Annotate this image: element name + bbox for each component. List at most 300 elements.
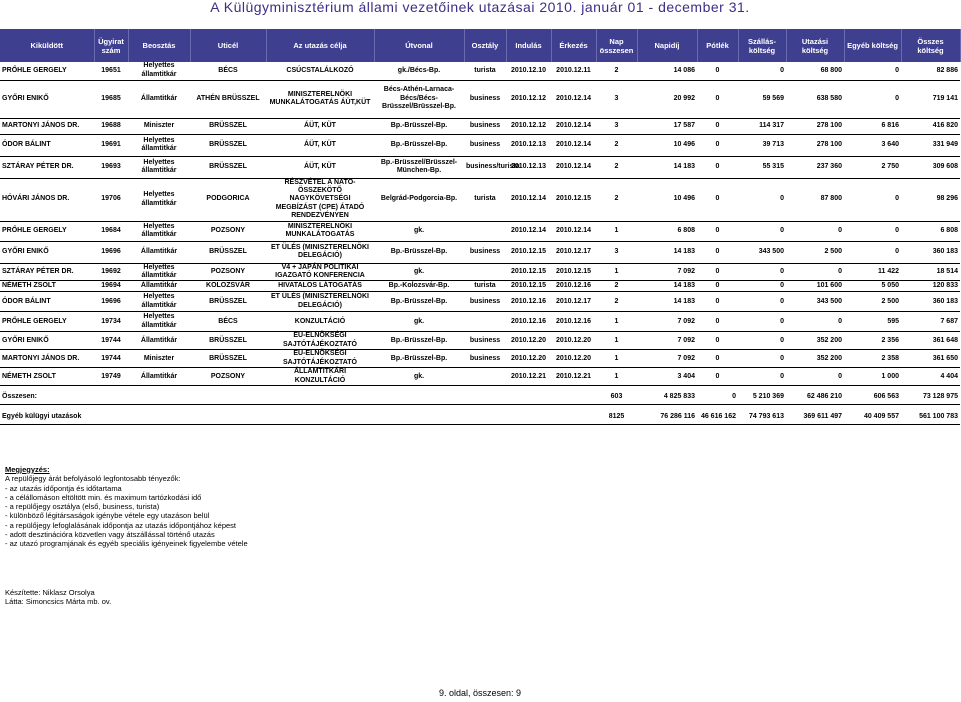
table-cell: 2010.12.20: [551, 332, 596, 350]
table-row: [0, 368, 960, 386]
table-cell: 14 183: [637, 156, 697, 178]
table-cell: 19684: [94, 221, 128, 241]
notes-line: - a célállomáson eltöltött min. és maximum tartózkodási idő: [5, 492, 202, 502]
table-cell: 2010.12.14: [551, 156, 596, 178]
table-cell: 0: [697, 332, 738, 350]
table-cell: 278 100: [786, 118, 844, 134]
table-cell: 0: [697, 312, 738, 332]
table-row: [0, 350, 960, 368]
table-cell: 0: [697, 292, 738, 312]
other-travels-row: [0, 411, 960, 425]
table-row: [0, 156, 960, 178]
table-row: [0, 178, 960, 221]
table-cell: 19685: [94, 80, 128, 118]
table-cell: 361 648: [901, 332, 960, 350]
table-cell: Helyettes államtitkár: [128, 134, 190, 156]
table-cell: 19693: [94, 156, 128, 178]
table-cell: POZSONY: [190, 368, 266, 386]
table-cell: [464, 263, 506, 281]
table-cell: 2010.12.15: [506, 263, 551, 281]
table-cell: MARTONYI JÁNOS DR.: [0, 118, 94, 134]
table-cell: BÉCS: [190, 62, 266, 80]
table-cell: business: [464, 80, 506, 118]
table-cell: 2010.12.13: [506, 156, 551, 178]
table-cell: business: [464, 134, 506, 156]
column-header: Érkezés: [551, 29, 596, 62]
column-header: Szállás-költség: [738, 29, 786, 62]
table-cell: BRÜSSZEL: [190, 292, 266, 312]
other-travels-row-label: Egyéb külügyi utazások: [0, 411, 596, 425]
table-cell: Államtitkár: [128, 368, 190, 386]
table-cell: 360 183: [901, 241, 960, 263]
table-cell: 82 886: [901, 62, 960, 80]
table-cell: 1: [596, 350, 637, 368]
table-cell: GYŐRI ENIKŐ: [0, 80, 94, 118]
table-cell: 0: [697, 221, 738, 241]
table-cell: gk.: [374, 312, 464, 332]
table-cell: 2010.12.11: [551, 62, 596, 80]
table-cell: ET ÜLÉS (MINISZTERELNÖKI DELEGÁCIÓ): [266, 241, 374, 263]
table-cell: 595: [844, 312, 901, 332]
notes-line: - különböző légitársaságok igénybe vétele egy utazáson belül: [5, 511, 210, 521]
table-cell: 6 816: [844, 118, 901, 134]
page-number: 9. oldal, összesen: 9: [438, 688, 522, 698]
table-cell: 2: [596, 134, 637, 156]
table-cell: 0: [786, 312, 844, 332]
table-cell: 0: [697, 134, 738, 156]
table-cell: 17 587: [637, 118, 697, 134]
notes-line: - a repülőjegy osztálya (első, business, turista): [5, 502, 160, 512]
table-cell: turista: [464, 281, 506, 292]
table-cell: PRŐHLE GERGELY: [0, 62, 94, 80]
table-cell: turista: [464, 62, 506, 80]
table-cell: 638 580: [786, 80, 844, 118]
table-cell: 0: [697, 368, 738, 386]
table-cell: SZTÁRAY PÉTER DR.: [0, 156, 94, 178]
table-cell: 1: [596, 263, 637, 281]
table-cell: Bp.-Brüsszel-Bp.: [374, 241, 464, 263]
table-row: [0, 80, 960, 118]
table-cell: 0: [697, 350, 738, 368]
table-cell: MINISZTERELNÖKI MUNKALÁTOGATÁS ÁÜT,KÜT: [266, 80, 374, 118]
column-header: Utazási költség: [786, 29, 844, 62]
table-cell: 0: [697, 118, 738, 134]
table-cell: 343 500: [738, 241, 786, 263]
table-cell: Bp.-Brüsszel/Brüsszel-München-Bp.: [374, 156, 464, 178]
column-header: Az utazás célja: [266, 29, 374, 62]
table-cell: 0: [697, 241, 738, 263]
table-cell: 278 100: [786, 134, 844, 156]
table-body: [0, 62, 960, 425]
table-cell: 2 358: [844, 350, 901, 368]
table-cell: KOLOZSVÁR: [190, 281, 266, 292]
table-cell: 14 183: [637, 281, 697, 292]
table-cell: 361 650: [901, 350, 960, 368]
table-cell: Miniszter: [128, 350, 190, 368]
table-cell: 0: [738, 281, 786, 292]
table-cell: [464, 368, 506, 386]
table-cell: 7 092: [637, 350, 697, 368]
column-header: Napidíj: [637, 29, 697, 62]
table-cell: 87 800: [786, 178, 844, 221]
table-cell: Helyettes államtitkár: [128, 221, 190, 241]
table-cell: 2010.12.14: [551, 134, 596, 156]
table-cell: NÉMETH ZSOLT: [0, 281, 94, 292]
table-cell: 2010.12.14: [551, 80, 596, 118]
table-cell: business: [464, 292, 506, 312]
other-travels-row-value: 46 616 162: [697, 411, 738, 425]
table-cell: POZSONY: [190, 221, 266, 241]
table-cell: 2010.12.12: [506, 118, 551, 134]
table-cell: ÁÜT, KÜT: [266, 118, 374, 134]
table-cell: 2 500: [844, 292, 901, 312]
total-row-value: 4 825 833: [637, 391, 697, 405]
table-cell: 0: [786, 368, 844, 386]
table-row: [0, 134, 960, 156]
table-cell: 416 820: [901, 118, 960, 134]
total-row-value: 606 563: [844, 391, 901, 405]
table-cell: 0: [844, 178, 901, 221]
table-cell: 0: [697, 281, 738, 292]
table-cell: PRŐHLE GERGELY: [0, 312, 94, 332]
table-cell: 0: [697, 178, 738, 221]
table-cell: business: [464, 332, 506, 350]
table-cell: Bp.-Kolozsvár-Bp.: [374, 281, 464, 292]
table-cell: Államtitkár: [128, 281, 190, 292]
table-cell: 0: [738, 332, 786, 350]
table-cell: 343 500: [786, 292, 844, 312]
table-cell: business: [464, 118, 506, 134]
table-cell: 20 992: [637, 80, 697, 118]
table-cell: Helyettes államtitkár: [128, 263, 190, 281]
table-cell: 19744: [94, 350, 128, 368]
table-cell: 3 640: [844, 134, 901, 156]
other-travels-row-value: 8125: [596, 411, 637, 425]
table-cell: 0: [697, 263, 738, 281]
column-header: Nap összesen: [596, 29, 637, 62]
table-cell: 1: [596, 332, 637, 350]
table-cell: turista: [464, 178, 506, 221]
table-cell: ÓDOR BÁLINT: [0, 134, 94, 156]
notes-line: A repülőjegy árát befolyásoló legfontosabb tényezők:: [5, 474, 181, 484]
table-cell: [464, 221, 506, 241]
table-row: [0, 263, 960, 281]
table-cell: 2: [596, 156, 637, 178]
table-cell: 0: [844, 241, 901, 263]
table-cell: 2: [596, 292, 637, 312]
table-cell: 2010.12.16: [551, 281, 596, 292]
table-cell: 2 356: [844, 332, 901, 350]
table-cell: 19706: [94, 178, 128, 221]
table-cell: PRŐHLE GERGELY: [0, 221, 94, 241]
table-cell: 0: [738, 292, 786, 312]
table-cell: RÉSZVÉTEL A NATO-ÖSSZEKÖTŐ NAGYKÖVETSÉGI MEGBÍZÁST (CPE) ÁTADÓ RENDEZVÉNYEN: [266, 178, 374, 221]
table-cell: 10 496: [637, 134, 697, 156]
table-cell: 0: [738, 263, 786, 281]
table-cell: EU-ELNÖKSÉGI SAJTÓTÁJÉKOZTATÓ: [266, 332, 374, 350]
table-cell: 0: [844, 62, 901, 80]
total-row-value: 0: [697, 391, 738, 405]
table-cell: 1: [596, 368, 637, 386]
table-cell: 2: [596, 62, 637, 80]
table-cell: Bécs-Athén-Larnaca-Bécs/Bécs-Brüsszel/Brüsszel-Bp.: [374, 80, 464, 118]
table-cell: 68 800: [786, 62, 844, 80]
column-header: Osztály: [464, 29, 506, 62]
table-cell: Helyettes államtitkár: [128, 312, 190, 332]
table-cell: 2010.12.14: [506, 221, 551, 241]
table-cell: BÉCS: [190, 312, 266, 332]
total-row-value: 5 210 369: [738, 391, 786, 405]
table-cell: 2: [596, 281, 637, 292]
notes-title: Megjegyzés:: [5, 465, 50, 474]
table-cell: 2010.12.15: [506, 241, 551, 263]
total-row-label: Összesen:: [0, 391, 596, 405]
table-cell: business: [464, 350, 506, 368]
notes-line: - adott desztinációra közvetlen vagy átszállással történő utazás: [5, 530, 215, 540]
table-cell: 2010.12.21: [551, 368, 596, 386]
table-cell: 19749: [94, 368, 128, 386]
notes-line: - az utazó programjának és egyéb speciális igényeinek figyelembe vétele: [5, 539, 248, 549]
table-cell: Belgrád-Podgorcia-Bp.: [374, 178, 464, 221]
table-cell: 2010.12.15: [506, 281, 551, 292]
table-row: [0, 118, 960, 134]
table-cell: V4 + JAPÁN POLITIKAI IGAZGATÓ KONFERENCIA: [266, 263, 374, 281]
column-header: Kiküldött: [0, 29, 94, 62]
table-cell: 114 317: [738, 118, 786, 134]
table-cell: 2010.12.14: [506, 178, 551, 221]
total-row: [0, 391, 960, 405]
table-cell: gk.: [374, 221, 464, 241]
table-row: [0, 221, 960, 241]
table-cell: 2010.12.13: [506, 134, 551, 156]
table-cell: 59 569: [738, 80, 786, 118]
table-cell: 7 092: [637, 332, 697, 350]
table-cell: GYŐRI ENIKŐ: [0, 241, 94, 263]
table-cell: Bp.-Brüsszel-Bp.: [374, 332, 464, 350]
column-header: Összes költség: [901, 29, 960, 62]
table-cell: business: [464, 241, 506, 263]
column-header: Indulás: [506, 29, 551, 62]
table-cell: EU-ELNÖKSÉGI SAJTÓTÁJÉKOZTATÓ: [266, 350, 374, 368]
table-cell: 352 200: [786, 350, 844, 368]
table-cell: 237 360: [786, 156, 844, 178]
table-cell: 19688: [94, 118, 128, 134]
table-cell: Államtitkár: [128, 332, 190, 350]
other-travels-row-value: 40 409 557: [844, 411, 901, 425]
total-row-value: 73 128 975: [901, 391, 960, 405]
table-cell: BRÜSSZEL: [190, 332, 266, 350]
table-cell: 331 949: [901, 134, 960, 156]
table-cell: 98 296: [901, 178, 960, 221]
table-cell: HÓVÁRI JÁNOS DR.: [0, 178, 94, 221]
table-cell: 0: [844, 80, 901, 118]
column-header: Uticél: [190, 29, 266, 62]
notes-line: - a repülőjegy lefoglalásának időpontja az utazás időpontjához képest: [5, 520, 236, 530]
table-cell: 19696: [94, 241, 128, 263]
table-cell: ATHÉN BRÜSSZEL: [190, 80, 266, 118]
table-cell: [464, 312, 506, 332]
other-travels-row-value: 561 100 783: [901, 411, 960, 425]
column-header: Egyéb költség: [844, 29, 901, 62]
table-cell: Helyettes államtitkár: [128, 156, 190, 178]
table-cell: 0: [738, 62, 786, 80]
table-cell: 0: [697, 80, 738, 118]
table-cell: Bp.-Brüsszel-Bp.: [374, 118, 464, 134]
table-cell: 19694: [94, 281, 128, 292]
table-cell: 0: [697, 156, 738, 178]
table-cell: 2010.12.15: [551, 178, 596, 221]
table-cell: BRÜSSZEL: [190, 156, 266, 178]
table-cell: 19692: [94, 263, 128, 281]
table-cell: HIVATALOS LÁTOGATÁS: [266, 281, 374, 292]
table-cell: 3: [596, 241, 637, 263]
table-cell: Helyettes államtitkár: [128, 292, 190, 312]
table-cell: BRÜSSZEL: [190, 350, 266, 368]
table-cell: 11 422: [844, 263, 901, 281]
total-row-value: 62 486 210: [786, 391, 844, 405]
table-cell: 360 183: [901, 292, 960, 312]
table-cell: 0: [786, 221, 844, 241]
table-cell: CSÚCSTALÁLKOZÓ: [266, 62, 374, 80]
table-cell: 1: [596, 221, 637, 241]
table-cell: 0: [738, 221, 786, 241]
table-cell: 2010.12.20: [506, 350, 551, 368]
table-cell: 1 000: [844, 368, 901, 386]
table-cell: 2010.12.14: [551, 221, 596, 241]
notes-line: - az utazás időpontja és időtartama: [5, 483, 122, 493]
table-row: [0, 281, 960, 292]
table-cell: 352 200: [786, 332, 844, 350]
column-header: Pótlék: [697, 29, 738, 62]
table-cell: 3: [596, 80, 637, 118]
table-cell: Államtitkár: [128, 241, 190, 263]
table-cell: 2010.12.17: [551, 241, 596, 263]
table-cell: 7 687: [901, 312, 960, 332]
table-cell: 0: [786, 263, 844, 281]
table-cell: SZTÁRAY PÉTER DR.: [0, 263, 94, 281]
table-cell: 19651: [94, 62, 128, 80]
table-cell: POZSONY: [190, 263, 266, 281]
column-header: Ügyirat szám: [94, 29, 128, 62]
table-cell: 2010.12.10: [506, 62, 551, 80]
table-cell: 2010.12.16: [506, 292, 551, 312]
table-cell: 55 315: [738, 156, 786, 178]
table-cell: 2010.12.16: [506, 312, 551, 332]
table-cell: 0: [738, 178, 786, 221]
table-cell: 14 183: [637, 241, 697, 263]
table-cell: 2010.12.20: [551, 350, 596, 368]
table-cell: BRÜSSZEL: [190, 118, 266, 134]
table-cell: ÁLLAMTITKÁRI KONZULTÁCIÓ: [266, 368, 374, 386]
table-cell: 2 500: [786, 241, 844, 263]
table-row: [0, 312, 960, 332]
table-cell: 0: [697, 62, 738, 80]
table-cell: 2010.12.15: [551, 263, 596, 281]
prepared-by-line: Készítette: Niklasz Orsolya: [5, 588, 95, 597]
table-cell: PODGORICA: [190, 178, 266, 221]
total-row-value: 603: [596, 391, 637, 405]
table-cell: gk.: [374, 263, 464, 281]
page-title: A Külügyminisztérium állami vezetőinek utazásai 2010. január 01 - december 31.: [210, 0, 750, 15]
table-cell: 5 050: [844, 281, 901, 292]
table-cell: 7 092: [637, 263, 697, 281]
table-cell: 18 514: [901, 263, 960, 281]
table-cell: 10 496: [637, 178, 697, 221]
table-cell: 2: [596, 178, 637, 221]
table-row: [0, 292, 960, 312]
table-cell: 0: [738, 368, 786, 386]
table-cell: 3 404: [637, 368, 697, 386]
table-cell: MINISZTERELNÖKI MUNKALÁTOGATÁS: [266, 221, 374, 241]
table-cell: 2010.12.17: [551, 292, 596, 312]
table-cell: ET ÜLÉS (MINISZTERELNÖKI DELEGÁCIÓ): [266, 292, 374, 312]
table-cell: 4 404: [901, 368, 960, 386]
table-cell: 101 600: [786, 281, 844, 292]
table-cell: 14 183: [637, 292, 697, 312]
notes: [5, 465, 248, 549]
table-cell: KONZULTÁCIÓ: [266, 312, 374, 332]
table-cell: 2010.12.12: [506, 80, 551, 118]
table-row: [0, 241, 960, 263]
table-cell: Államtitkár: [128, 80, 190, 118]
table-cell: 120 833: [901, 281, 960, 292]
table-cell: 39 713: [738, 134, 786, 156]
table-cell: BRÜSSZEL: [190, 241, 266, 263]
table-cell: 19696: [94, 292, 128, 312]
table-cell: 2010.12.16: [551, 312, 596, 332]
table-cell: NÉMETH ZSOLT: [0, 368, 94, 386]
table-cell: Bp.-Brüsszel-Bp.: [374, 350, 464, 368]
table-cell: 309 608: [901, 156, 960, 178]
table-cell: ÓDOR BÁLINT: [0, 292, 94, 312]
table-cell: Bp.-Brüsszel-Bp.: [374, 134, 464, 156]
table-cell: 14 086: [637, 62, 697, 80]
table-cell: business/turista: [464, 156, 506, 178]
table-cell: 1: [596, 312, 637, 332]
other-travels-row-value: 369 611 497: [786, 411, 844, 425]
travel-table: [0, 29, 961, 425]
table-cell: gk.: [374, 368, 464, 386]
table-cell: 2 750: [844, 156, 901, 178]
table-cell: 2010.12.14: [551, 118, 596, 134]
table-cell: MARTONYI JÁNOS DR.: [0, 350, 94, 368]
table-cell: 6 808: [637, 221, 697, 241]
table-cell: 2010.12.20: [506, 332, 551, 350]
table-cell: Helyettes államtitkár: [128, 178, 190, 221]
table-cell: 19734: [94, 312, 128, 332]
approved-by-line: Látta: Simoncsics Márta mb. ov.: [5, 597, 112, 606]
table-row: [0, 332, 960, 350]
table-cell: 0: [738, 350, 786, 368]
table-cell: 19691: [94, 134, 128, 156]
table-cell: ÁÜT, KÜT: [266, 156, 374, 178]
table-cell: 3: [596, 118, 637, 134]
table-cell: gk./Bécs-Bp.: [374, 62, 464, 80]
table-cell: Helyettes államtitkár: [128, 62, 190, 80]
table-cell: 19744: [94, 332, 128, 350]
prepared-by: [5, 588, 111, 606]
column-header: Útvonal: [374, 29, 464, 62]
table-cell: 2010.12.21: [506, 368, 551, 386]
table-cell: 0: [738, 312, 786, 332]
table-cell: GYŐRI ENIKŐ: [0, 332, 94, 350]
table-cell: ÁÜT, KÜT: [266, 134, 374, 156]
other-travels-row-value: 74 793 613: [738, 411, 786, 425]
table-row: [0, 62, 960, 80]
table-cell: 6 808: [901, 221, 960, 241]
table-cell: 0: [844, 221, 901, 241]
table-cell: Miniszter: [128, 118, 190, 134]
